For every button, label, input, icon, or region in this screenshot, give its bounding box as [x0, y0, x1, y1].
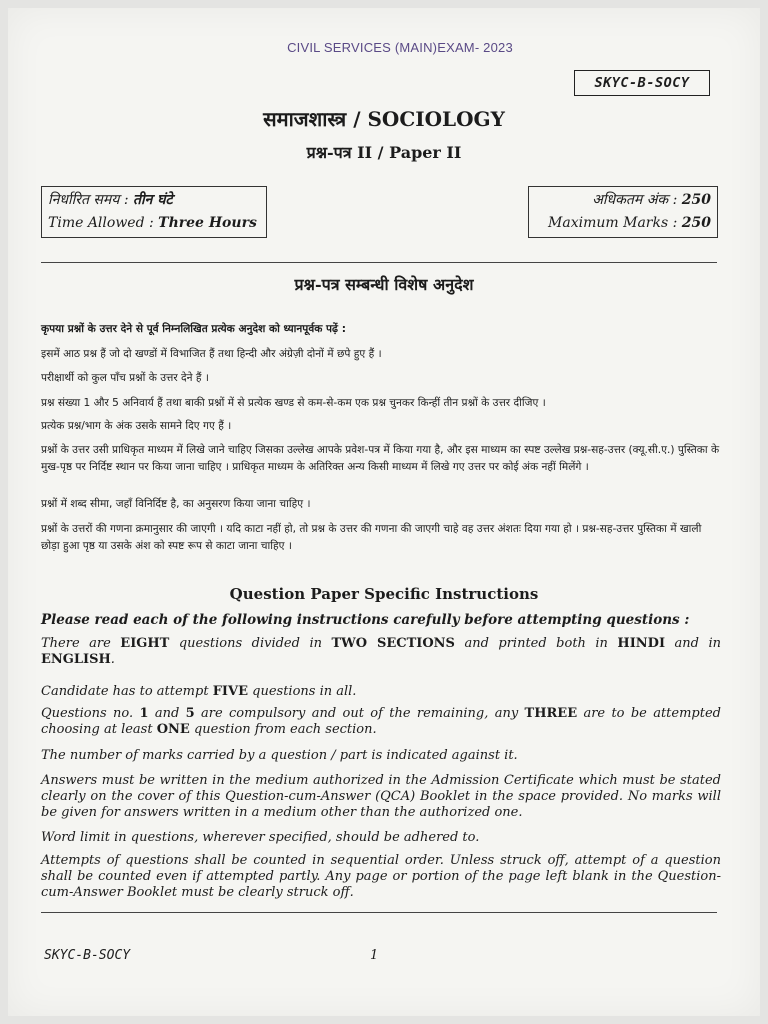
hindi-instruction-3: प्रश्न संख्या 1 और 5 अनिवार्य हैं तथा बाकी प्रश्नों में से प्रत्येक खण्ड से कम-से-कम एक प्रश्न चुनकर किन्हीं तीन प्रश्नों के उत्तर दीजिए । [41, 397, 546, 409]
hindi-instruction-2: परीक्षार्थी को कुल पाँच प्रश्नों के उत्तर देने हैं । [41, 372, 209, 384]
hindi-lead: कृपया प्रश्नों के उत्तर देने से पूर्व निम्नलिखित प्रत्येक अनुदेश को ध्यानपूर्वक पढ़ें : [41, 323, 346, 335]
text-run: Questions no. [41, 706, 140, 721]
hindi-instruction-4: प्रत्येक प्रश्न/भाग के अंक उसके सामने दिए गए हैं । [41, 420, 232, 432]
time-english [48, 212, 260, 235]
hindi-instruction-7: प्रश्नों के उत्तरों की गणना क्रमानुसार की जाएगी । यदि काटा नहीं हो, तो प्रश्न के उत्तर की गणना की जाएगी चाहे वह उत्तर अंशतः दिया गया हो । प्रश्न-सह-उत्तर पुस्तिका में खाली छोड़ा हुआ पृष्ठ या उसके अंश को स्पष्ट रूप से काटा जाना चाहिए । [41, 523, 702, 552]
text-run: and [148, 706, 186, 721]
exam-title: CIVIL SERVICES (MAIN)EXAM- 2023 [287, 40, 513, 55]
divider-top [41, 262, 717, 263]
english-instruction-7: Attempts of questions shall be counted in sequential order. Unless struck off, attempt of a question shall be counted even if attempted partly. Any page or portion of the page left blank in the Question-cum-Answer Booklet must be clearly struck off. [41, 853, 721, 901]
english-instruction-5: Answers must be written in the medium authorized in the Admission Certificate which must be stated clearly on the cover of this Question-cum-Answer (QCA) Booklet in the space provided. No marks will be given for answers written in a medium other than the authorized one. [41, 773, 721, 821]
text-run: question from each section. [189, 722, 377, 738]
emphasis: ONE [156, 722, 190, 738]
exam-paper [8, 8, 760, 1016]
text-run: and in [665, 636, 721, 651]
emphasis: HINDI [617, 636, 666, 651]
paper-code-box: SKYC-B-SOCY [574, 70, 710, 96]
text-run: . [110, 652, 115, 668]
english-instruction-2 [41, 684, 721, 700]
emphasis: FIVE [212, 684, 248, 699]
hindi-instruction-6: प्रश्नों में शब्द सीमा, जहाँ विनिर्दिष्ट है, का अनुसरण किया जाना चाहिए । [41, 498, 311, 510]
english-instruction-6: Word limit in questions, wherever specified, should be adhered to. [41, 830, 480, 845]
time-hi-label: निर्धारित समय : [48, 192, 129, 208]
marks-en-label: Maximum Marks : [548, 215, 678, 231]
text-run: Candidate has to attempt [41, 684, 213, 699]
hindi-instructions-heading: प्रश्न-पत्र सम्बन्धी विशेष अनुदेश [294, 275, 474, 294]
marks-hi-label: अधिकतम अंक : [592, 192, 678, 208]
hindi-instruction-1: इसमें आठ प्रश्न हैं जो दो खण्डों में विभाजित हैं तथा हिन्दी और अंग्रेज़ी दोनों में छपे हुए हैं । [41, 348, 382, 360]
marks-en-value: 250 [681, 215, 711, 231]
english-instruction-3 [41, 706, 721, 738]
marks-hi-value: 250 [681, 192, 711, 208]
emphasis: ENGLISH [41, 652, 111, 668]
text-run: are compulsory and out of the remaining, any [194, 706, 525, 721]
page-number: 1 [370, 948, 379, 963]
emphasis: EIGHT [120, 636, 170, 651]
time-allowed-box [41, 186, 267, 238]
time-hi-value: तीन घंटे [133, 192, 173, 208]
paper-number: प्रश्न-पत्र II / Paper II [306, 143, 462, 162]
time-hindi [48, 189, 260, 212]
english-lead: Please read each of the following instructions carefully before attempting questions : [41, 612, 690, 628]
subject-title: समाजशास्त्र / SOCIOLOGY [263, 107, 505, 131]
emphasis: 1 [139, 706, 149, 721]
footer-paper-code: SKYC-B-SOCY [44, 948, 131, 963]
text-run: are to be attempted choosing at least [41, 706, 721, 738]
english-instruction-1 [41, 636, 721, 668]
emphasis: TWO SECTIONS [331, 636, 455, 651]
text-run: questions divided in [169, 636, 332, 651]
marks-english [535, 212, 711, 235]
maximum-marks-box [528, 186, 718, 238]
english-instructions-heading: Question Paper Specific Instructions [229, 585, 539, 603]
text-run: There are [41, 636, 121, 651]
divider-bottom [41, 912, 717, 913]
emphasis: THREE [524, 706, 578, 721]
text-run: questions in all. [248, 684, 357, 699]
english-instruction-4: The number of marks carried by a question / part is indicated against it. [41, 748, 518, 763]
time-en-label: Time Allowed : [48, 215, 154, 231]
time-en-value: Three Hours [158, 215, 257, 231]
hindi-instruction-5: प्रश्नों के उत्तर उसी प्राधिकृत माध्यम में लिखे जाने चाहिए जिसका उल्लेख आपके प्रवेश-पत्र में किया गया है, और इस माध्यम का स्पष्ट उल्लेख प्रश्न-सह-उत्तर (क्यू.सी.ए.) पुस्तिका के मुख-पृष्ठ पर निर्दिष्ट स्थान पर किया जाना चाहिए । प्राधिकृत माध्यम के अतिरिक्त अन्य किसी माध्यम में लिखे गए उत्तर पर कोई अंक नहीं मिलेंगे । [41, 444, 720, 473]
text-run: and printed both in [454, 636, 618, 651]
marks-hindi [535, 189, 711, 212]
emphasis: 5 [185, 706, 195, 721]
